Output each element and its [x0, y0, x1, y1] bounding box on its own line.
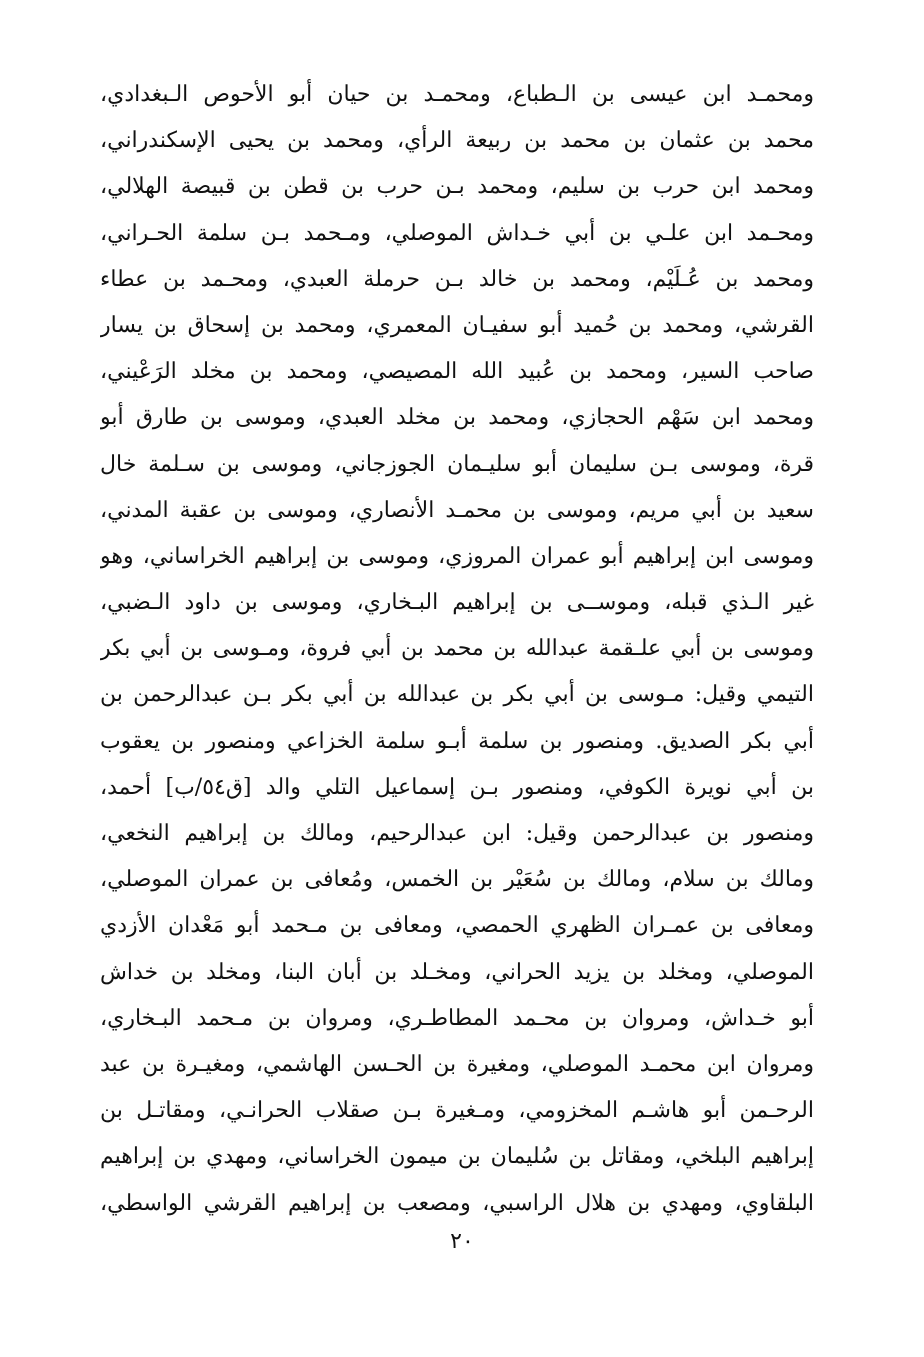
text-line: ومحمد ابن حرب بن سليم، ومحمد بـن حرب بن قطن بن قبيصة الهلالي، [100, 174, 814, 200]
text-line: أبو خـداش، ومروان بن محـمد المطاطـري، ومروان بن مـحمد البـخاري، [100, 1005, 814, 1031]
text-line: سعيد بن أبي مريم، وموسى بن محمـد الأنصاري، وموسى بن عقبة المدني، [100, 497, 814, 523]
text-line: ومحمد بن عُـلَيْم، ومحمد بن خالد بـن حرملة العبدي، ومحـمد بن عطاء [100, 266, 814, 292]
text-line: ومحمـد ابن عيسى بن الـطباع، ومحمـد بن حيان أبو الأحوص الـبغدادي، [100, 82, 814, 107]
text-line: إبراهيم البلخي، ومقاتل بن سُليمان بن ميمون الخراساني، ومهدي بن إبراهيم [100, 1144, 814, 1170]
text-line: ومحـمد ابن علـي بن أبي خـداش الموصلي، ومـحمد بـن سلمة الحـراني، [100, 220, 814, 246]
text-line: وموسى بن أبي علـقمة عبدالله بن محمد بن أبي فروة، ومـوسى بن أبي بكر [100, 636, 814, 662]
text-line: وموسى ابن إبراهيم أبو عمران المروزي، وموسى بن إبراهيم الخراساني، وهو [100, 543, 814, 569]
text-line: ومحمد ابن سَهْم الحجازي، ومحمد بن مخلد العبدي، وموسى بن طارق أبو [100, 405, 814, 431]
text-line: الرحـمن أبو هاشـم المخزومي، ومـغيرة بـن صقلاب الحرانـي، ومقاتـل بن [100, 1098, 814, 1124]
text-line: الموصلي، ومخلد بن يزيد الحراني، ومخـلد بن أبان البنا، ومخلد بن خداش [100, 959, 814, 985]
body-text [100, 72, 814, 1227]
text-line: التيمي وقيل: مـوسى بن أبي بكر بن عبدالله بن أبي بكر بـن عبدالرحمن بن [100, 682, 814, 708]
text-line: ومنصور بن عبدالرحمن وقيل: ابن عبدالرحيم، ومالك بن إبراهيم النخعي، [100, 821, 814, 846]
text-line: محمد بن عثمان بن محمد بن ربيعة الرأي، ومحمد بن يحيى الإسكندراني، [100, 128, 814, 154]
text-line: البلقاوي، ومهدي بن هلال الراسبي، ومصعب بن إبراهيم القرشي الواسطي، [100, 1190, 814, 1216]
text-line: غير الـذي قبله، وموســى بن إبراهيم البـخاري، وموسى بن داود الـضبي، [100, 590, 814, 616]
page-number: ٢٠ [450, 1229, 474, 1254]
text-line: ومعافى بن عمـران الظهري الحمصي، ومعافى بن مـحمد أبو مَعْدان الأزدي [100, 913, 814, 939]
text-line: بن أبي نويرة الكوفي، ومنصور بـن إسماعيل التلي والد [ق٥٤/ب] أحمد، [100, 774, 814, 800]
text-line: القرشي، ومحمد بن حُميد أبو سفيـان المعمري، ومحمد بن إسحاق بن يسار [100, 312, 814, 338]
text-line: قرة، وموسى بـن سليمان أبو سليـمان الجوزجاني، وموسى بن سـلمة خال [100, 451, 814, 477]
text-line: ومروان ابن محمـد الموصلي، ومغيرة بن الحـسن الهاشمي، ومغيـرة بن عبد [100, 1051, 814, 1077]
text-line: صاحب السير، ومحمد بن عُبيد الله المصيصي، ومحمد بن مخلد الرَعْيني، [100, 359, 814, 385]
text-line: أبي بكر الصديق. ومنصور بن سلمة أبـو سلمة الخزاعي ومنصور بن يعقوب [100, 728, 814, 754]
text-line: ومالك بن سلام، ومالك بن سُعَيْر بن الخمس، ومُعافى بن عمران الموصلي، [100, 867, 814, 893]
